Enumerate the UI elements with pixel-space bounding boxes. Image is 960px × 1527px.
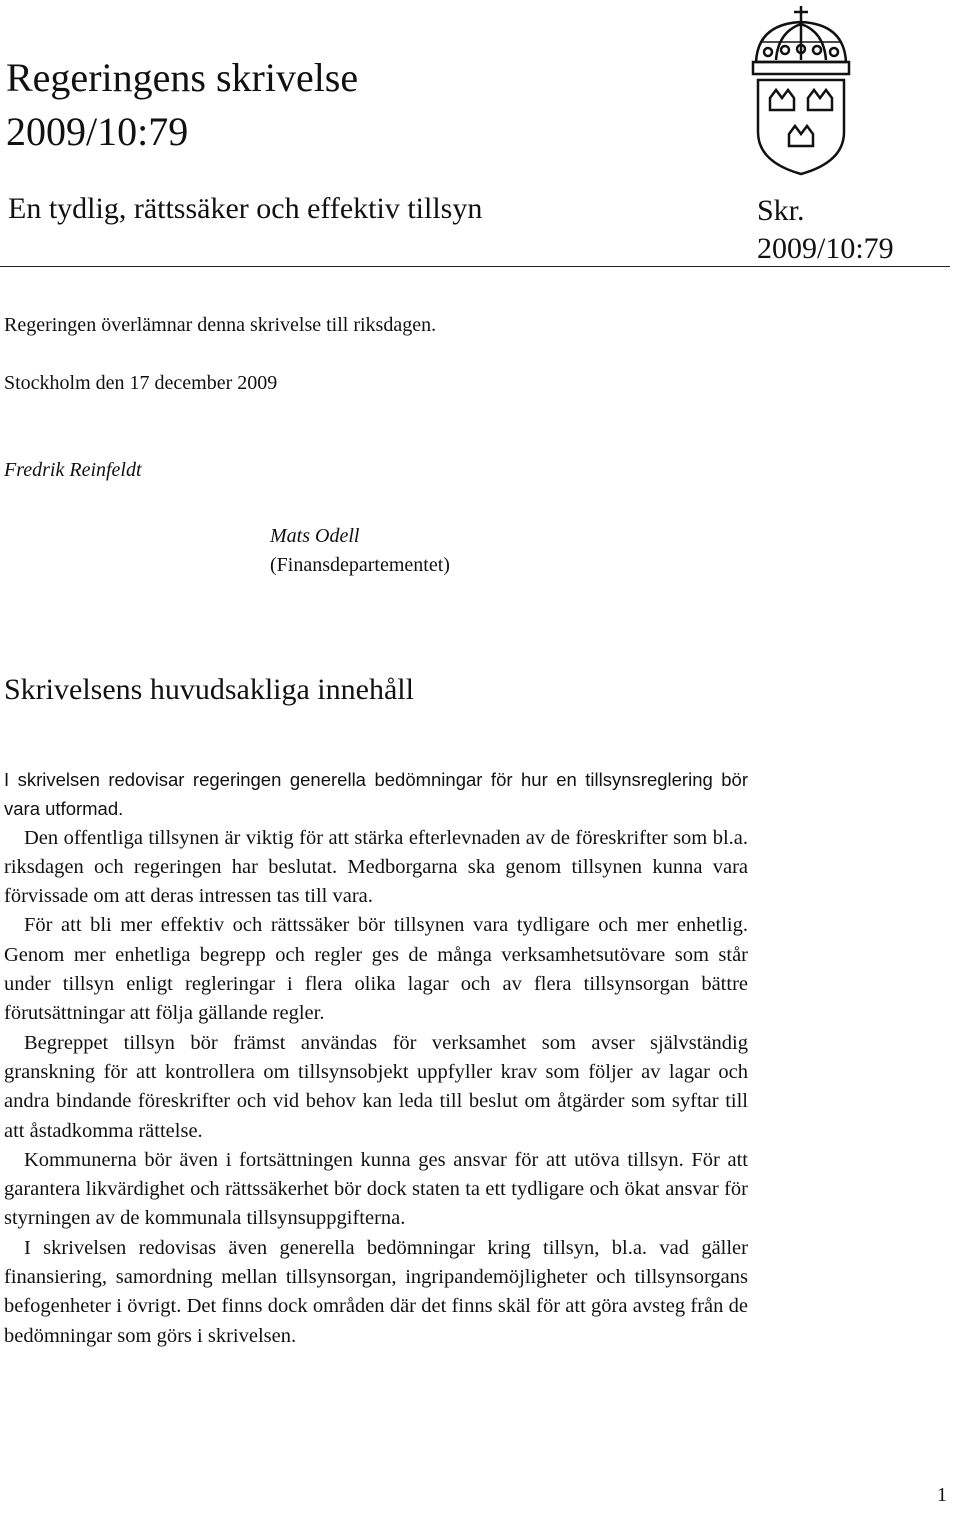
doc-type: Regeringens skrivelse (6, 55, 359, 100)
summary-paragraph: För att bli mer effektiv och rättssäker bör tillsynen vara tydligare och mer enhetlig. Genom mer enhetliga begrepp och regler ges de många verksamhetsutövare som står under tillsyn enligt regleringar i flera olika lagar och av flera tillsynsorgan bättre förutsättningar att följa gällande regler. (4, 914, 748, 1025)
signatory-prime-minister: Fredrik Reinfeldt (4, 459, 142, 481)
header-divider (0, 266, 950, 267)
summary-paragraph: Den offentliga tillsynen är viktig för att stärka efterlevnaden av de föreskrifter som bl.a. riksdagen och regeringen har beslutat. Medborgarna ska genom tillsynen kunna vara förvissade om att deras intressen tas till vara. (4, 826, 748, 908)
handover-text: Regeringen överlämnar denna skrivelse till riksdagen. (4, 314, 437, 336)
doc-number: 2009/10:79 (6, 109, 189, 154)
swedish-coat-of-arms-icon (748, 2, 858, 182)
summary-body (4, 765, 748, 1351)
summary-paragraph: Kommunerna bör även i fortsättningen kunna ges ansvar för att utöva tillsyn. För att garantera likvärdighet och rättssäkerhet bör dock staten ta ett tydligare och ökat ansvar för styrningen av de kommunala tillsynsuppgifterna. (4, 1148, 748, 1230)
department: (Finansdepartementet) (270, 554, 450, 576)
doc-title: En tydlig, rättssäker och effektiv tillsyn (8, 192, 483, 225)
place-date: Stockholm den 17 december 2009 (4, 372, 278, 394)
summary-heading: Skrivelsens huvudsakliga innehåll (4, 673, 414, 706)
side-number: 2009/10:79 (757, 232, 894, 265)
side-label: Skr. (757, 194, 805, 227)
page-number: 1 (937, 1484, 947, 1506)
signatory-minister: Mats Odell (270, 525, 360, 547)
summary-paragraph: I skrivelsen redovisas även generella bedömningar kring tillsyn, bl.a. vad gäller finansiering, samordning mellan tillsynsorgan, ingripandemöjligheter och tillsynsorgans befogenheter i övrigt. Det finns dock områden där det finns skäl för att göra avsteg från de bedömningar som görs i skrivelsen. (4, 1236, 748, 1347)
summary-lead: I skrivelsen redovisar regeringen generella bedömningar för hur en tillsynsreglering bör vara utformad. (4, 769, 748, 820)
summary-paragraph: Begreppet tillsyn bör främst användas för verksamhet som avser självständig granskning för att kontrollera om tillsynsobjekt uppfyller krav som följer av lagar och andra bindande föreskrifter och vid behov kan leda till beslut om åtgärder som syftar till att åstadkomma rättelse. (4, 1031, 748, 1142)
